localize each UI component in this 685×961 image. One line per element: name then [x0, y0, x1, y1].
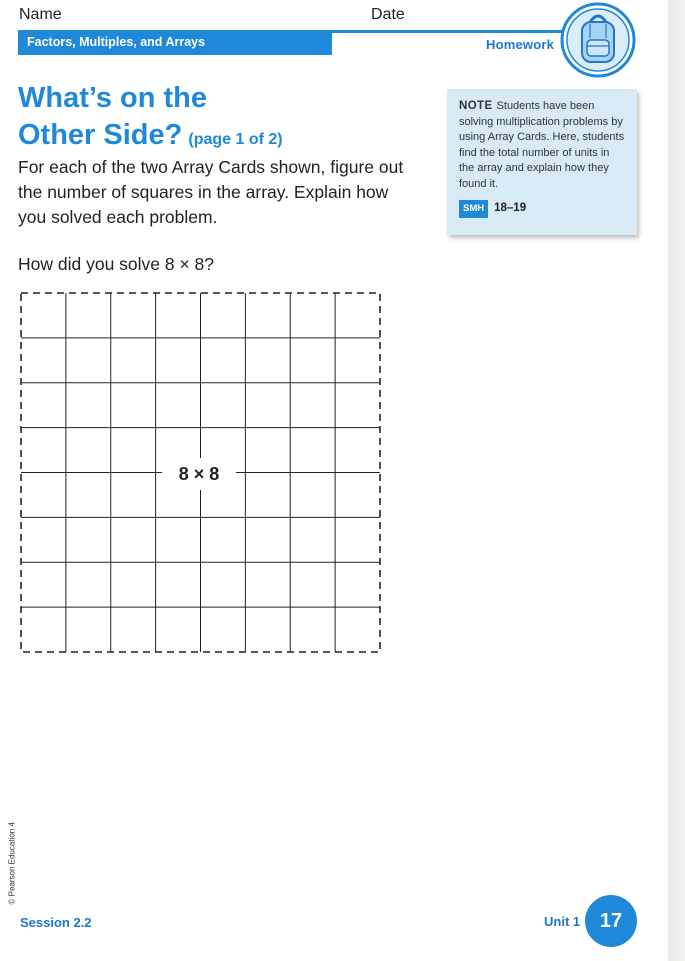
- question-text: How did you solve 8 × 8?: [18, 254, 215, 274]
- page-number: 17: [585, 895, 637, 947]
- name-label: Name: [19, 6, 62, 23]
- title-text: Other Side?: [18, 119, 183, 151]
- backpack-icon: [560, 2, 636, 78]
- copyright: © Pearson Education 4: [7, 822, 17, 905]
- header-rule: [332, 30, 562, 33]
- instructions: For each of the two Array Cards shown, figure out the number of squares in the array. Explain how you solved each problem.: [18, 157, 404, 227]
- reference-pages: 18–19: [494, 202, 527, 215]
- unit-title-band: Factors, Multiples, and Arrays: [18, 30, 332, 55]
- unit-label: Unit 1: [544, 914, 581, 929]
- note-text: Students have been solving multiplication problems by using Array Cards. Here, students find the total number of units in the array and explain how they found it.: [459, 100, 625, 190]
- title-line-1: What’s on the: [18, 82, 208, 114]
- page-title: [18, 80, 283, 158]
- array-label: 8 × 8: [162, 458, 236, 490]
- date-label: Date: [371, 6, 405, 23]
- teacher-note: [447, 89, 637, 235]
- note-heading: NOTE: [459, 100, 493, 112]
- session-label: Session 2.2: [20, 915, 92, 930]
- page-indicator: (page 1 of 2): [188, 131, 283, 148]
- smh-badge: SMH: [459, 200, 488, 218]
- scan-edge: [668, 0, 685, 961]
- title-line-2: [18, 117, 283, 158]
- note-reference: [459, 200, 627, 218]
- section-label: Homework: [486, 37, 555, 52]
